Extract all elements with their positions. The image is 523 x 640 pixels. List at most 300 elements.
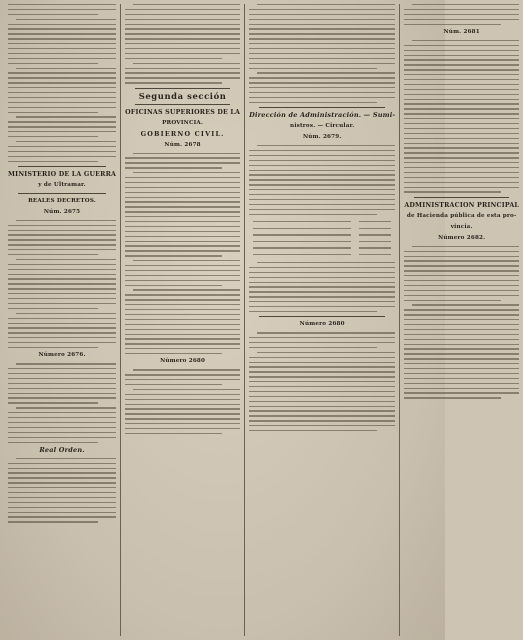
text-line: [249, 174, 395, 175]
text-line: [125, 348, 240, 349]
text-line: [125, 255, 222, 256]
text-line: [249, 415, 395, 416]
text-line: [125, 265, 240, 266]
text-paragraph: [8, 141, 116, 162]
text-line: [257, 332, 395, 333]
text-line: [249, 189, 395, 190]
table-row: [249, 225, 395, 232]
text-line: [404, 9, 519, 10]
text-line: [404, 348, 519, 349]
text-line: [249, 170, 395, 171]
text-line: [257, 145, 395, 146]
text-paragraph: [8, 363, 116, 403]
text-line: [125, 379, 240, 380]
text-line: [133, 4, 240, 5]
divider-rule: [135, 104, 230, 105]
price-table: [249, 218, 395, 258]
text-line: [125, 329, 240, 330]
text-line: [404, 55, 519, 56]
text-line: [249, 14, 395, 15]
text-line: [249, 63, 395, 64]
text-line: [8, 269, 116, 270]
divider-rule: [259, 107, 385, 108]
text-line: [8, 63, 98, 64]
text-line: [249, 430, 377, 431]
section-heading: Número 2680: [160, 358, 206, 365]
text-line: [249, 347, 377, 348]
table-row: [249, 251, 395, 258]
text-line: [359, 234, 391, 235]
text-line: [8, 378, 116, 379]
text-line: [8, 507, 116, 508]
text-paragraph: [249, 332, 395, 348]
text-paragraph: [8, 4, 116, 15]
text-line: [8, 239, 116, 240]
text-paragraph: [404, 4, 519, 25]
text-line: [404, 265, 519, 266]
text-line: [125, 394, 240, 395]
text-line: [125, 294, 240, 295]
text-line: [404, 378, 519, 379]
text-line: [404, 314, 519, 315]
text-line: [8, 43, 116, 44]
text-line: [404, 45, 519, 46]
text-line: [412, 304, 519, 305]
text-line: [8, 393, 116, 394]
text-line: [125, 9, 240, 10]
text-paragraph: [8, 259, 116, 309]
text-line: [249, 381, 395, 382]
text-line: [125, 157, 240, 158]
text-line: [249, 28, 395, 29]
text-line: [249, 97, 395, 98]
text-line: [8, 87, 116, 88]
text-line: [8, 278, 116, 279]
text-line: [404, 59, 519, 60]
text-line: [249, 282, 395, 283]
text-line: [249, 33, 395, 34]
text-line: [8, 327, 116, 328]
text-line: [125, 197, 240, 198]
text-paragraph: [8, 220, 116, 256]
text-line: [249, 214, 377, 215]
text-line: [253, 254, 351, 255]
text-line: [8, 337, 116, 338]
text-line: [125, 280, 240, 281]
text-line: [125, 231, 240, 232]
text-line: [8, 383, 116, 384]
table-cell: [357, 251, 395, 258]
text-line: [404, 256, 519, 257]
text-paragraph: [404, 246, 519, 301]
text-line: [133, 172, 240, 173]
text-line: [125, 245, 240, 246]
text-line: [253, 228, 351, 229]
text-line: [404, 329, 519, 330]
text-paragraph: [125, 369, 240, 385]
table-cell: [249, 232, 357, 239]
section-heading: OFICINAS SUPERIORES DE LA: [125, 108, 241, 116]
text-line: [249, 342, 395, 343]
text-line: [8, 33, 116, 34]
text-line: [125, 33, 240, 34]
text-line: [257, 4, 395, 5]
text-line: [404, 157, 519, 158]
text-line: [253, 221, 351, 222]
text-line: [8, 136, 98, 137]
section-heading: Núm. 2675: [43, 208, 81, 215]
text-line: [249, 53, 395, 54]
text-line: [249, 150, 395, 151]
text-line: [8, 92, 116, 93]
text-line: [125, 314, 240, 315]
section-heading: ADMINISTRACION PRINCIPAL: [404, 201, 520, 209]
text-line: [8, 9, 116, 10]
text-line: [8, 308, 98, 309]
text-line: [404, 339, 519, 340]
text-line: [404, 99, 519, 100]
column-2: [120, 4, 244, 636]
text-line: [249, 362, 395, 363]
text-line: [133, 289, 240, 290]
section-heading: Núm. 2681: [443, 28, 480, 35]
divider-rule: [18, 166, 106, 167]
text-line: [249, 386, 395, 387]
text-line: [249, 396, 395, 397]
text-line: [125, 309, 240, 310]
text-line: [249, 410, 395, 411]
text-line: [249, 102, 377, 103]
text-line: [253, 234, 351, 235]
text-line: [249, 366, 395, 367]
text-line: [125, 334, 240, 335]
text-line: [249, 337, 395, 338]
text-line: [8, 48, 116, 49]
divider-rule: [135, 88, 230, 89]
text-line: [8, 28, 116, 29]
text-line: [8, 151, 116, 152]
text-line: [8, 332, 116, 333]
section-heading: Núm. 2678: [164, 141, 201, 148]
text-line: [8, 82, 116, 83]
text-line: [404, 103, 519, 104]
text-paragraph: [404, 40, 519, 193]
section-heading: Número 2680: [299, 321, 345, 328]
section-heading: nistros. — Circular.: [290, 123, 355, 130]
text-line: [8, 318, 116, 319]
text-paragraph: [125, 172, 240, 256]
text-line: [249, 87, 395, 88]
table-cell: [249, 225, 357, 232]
text-line: [249, 24, 395, 25]
text-line: [8, 437, 116, 438]
text-line: [8, 347, 98, 348]
text-line: [404, 152, 519, 153]
text-line: [8, 225, 116, 226]
text-line: [125, 177, 240, 178]
text-line: [257, 72, 395, 73]
text-line: [8, 427, 116, 428]
text-line: [8, 161, 98, 162]
text-line: [125, 250, 240, 251]
text-paragraph: [8, 458, 116, 523]
text-line: [125, 48, 240, 49]
column-1: [4, 4, 120, 636]
text-line: [359, 241, 391, 242]
text-line: [125, 221, 240, 222]
text-line: [125, 68, 240, 69]
text-line: [249, 43, 395, 44]
section-heading: PROVINCIA.: [162, 119, 204, 126]
section-heading: Número 2676.: [38, 352, 86, 359]
text-line: [125, 423, 240, 424]
text-line: [249, 391, 395, 392]
text-line: [404, 392, 519, 393]
text-line: [8, 112, 98, 113]
divider-rule: [259, 316, 385, 317]
text-line: [249, 425, 395, 426]
text-line: [16, 259, 116, 260]
text-line: [125, 28, 240, 29]
text-line: [257, 262, 395, 263]
text-line: [125, 77, 240, 78]
text-line: [249, 184, 395, 185]
text-line: [253, 247, 351, 248]
text-line: [404, 138, 519, 139]
section-heading: vincia.: [450, 223, 473, 230]
column-4: [399, 4, 523, 636]
text-line: [125, 167, 222, 168]
text-line: [8, 417, 116, 418]
text-line: [8, 156, 116, 157]
text-line: [125, 374, 240, 375]
text-line: [257, 352, 395, 353]
section-heading: Segunda sección: [138, 90, 227, 101]
section-heading: y de Ultramar.: [38, 181, 86, 188]
text-line: [249, 406, 395, 407]
text-line: [404, 309, 519, 310]
text-line: [125, 53, 240, 54]
text-line: [253, 241, 351, 242]
text-line: [16, 313, 116, 314]
text-line: [249, 209, 395, 210]
text-line: [8, 249, 116, 250]
text-line: [125, 428, 240, 429]
text-paragraph: [8, 19, 116, 64]
text-line: [404, 162, 519, 163]
text-paragraph: [249, 262, 395, 312]
text-line: [249, 301, 395, 302]
text-line: [404, 24, 501, 25]
text-line: [404, 191, 501, 192]
table-cell: [357, 232, 395, 239]
text-line: [404, 260, 519, 261]
text-line: [16, 141, 116, 142]
text-line: [404, 324, 519, 325]
table-row: [249, 218, 395, 225]
text-line: [8, 230, 116, 231]
text-line: [249, 165, 395, 166]
text-line: [249, 286, 395, 287]
text-line: [404, 295, 519, 296]
text-line: [249, 204, 395, 205]
text-line: [404, 50, 519, 51]
text-line: [249, 272, 395, 273]
text-line: [249, 194, 395, 195]
text-line: [16, 363, 116, 364]
text-line: [404, 84, 519, 85]
text-line: [8, 422, 116, 423]
text-paragraph: [249, 145, 395, 215]
text-line: [404, 69, 519, 70]
text-line: [8, 72, 116, 73]
text-line: [359, 228, 391, 229]
text-line: [125, 319, 240, 320]
text-line: [125, 270, 240, 271]
text-line: [8, 388, 116, 389]
text-line: [359, 254, 391, 255]
text-line: [404, 388, 519, 389]
table-cell: [249, 245, 357, 252]
text-line: [125, 304, 240, 305]
section-heading: GOBIERNO CIVIL.: [140, 129, 225, 138]
text-line: [125, 201, 240, 202]
text-line: [404, 363, 519, 364]
text-line: [404, 14, 519, 15]
text-line: [16, 116, 116, 117]
text-line: [249, 58, 395, 59]
text-line: [125, 58, 222, 59]
text-line: [249, 401, 395, 402]
text-line: [133, 153, 240, 154]
text-line: [8, 288, 116, 289]
text-line: [404, 358, 519, 359]
text-line: [8, 303, 116, 304]
text-line: [404, 285, 519, 286]
section-heading: Núm. 2679.: [302, 134, 342, 141]
text-line: [125, 343, 240, 344]
text-line: [8, 373, 116, 374]
text-line: [249, 291, 395, 292]
text-line: [404, 353, 519, 354]
text-line: [404, 79, 519, 80]
text-line: [249, 357, 395, 358]
text-line: [125, 404, 240, 405]
text-line: [8, 516, 116, 517]
section-heading: de Hacienda pública de esta pro-: [406, 212, 517, 219]
text-line: [404, 172, 519, 173]
text-line: [133, 389, 240, 390]
text-line: [8, 24, 116, 25]
text-line: [125, 338, 240, 339]
text-line: [8, 468, 116, 469]
table-cell: [249, 218, 357, 225]
text-line: [249, 160, 395, 161]
text-line: [125, 72, 240, 73]
text-line: [359, 247, 391, 248]
text-line: [125, 408, 240, 409]
text-line: [125, 24, 240, 25]
text-line: [249, 9, 395, 10]
text-line: [8, 293, 116, 294]
text-line: [404, 167, 519, 168]
text-line: [8, 397, 116, 398]
text-line: [8, 497, 116, 498]
text-line: [249, 376, 395, 377]
text-line: [8, 521, 98, 522]
text-line: [8, 472, 116, 473]
text-line: [404, 182, 519, 183]
text-line: [125, 226, 240, 227]
text-line: [125, 418, 240, 419]
text-line: [8, 512, 116, 513]
text-line: [8, 274, 116, 275]
text-line: [125, 241, 240, 242]
table-cell: [357, 225, 395, 232]
text-line: [8, 102, 116, 103]
table-row: [249, 245, 395, 252]
text-line: [8, 442, 98, 443]
text-line: [404, 187, 519, 188]
section-heading: Número 2682.: [438, 234, 486, 241]
section-heading: MINISTERIO DE LA GUERRA: [8, 170, 117, 178]
text-line: [249, 179, 395, 180]
table-cell: [249, 238, 357, 245]
text-line: [412, 40, 519, 41]
text-line: [125, 14, 240, 15]
divider-rule: [18, 193, 106, 194]
text-line: [125, 192, 240, 193]
text-line: [404, 275, 519, 276]
text-line: [8, 432, 116, 433]
text-line: [8, 264, 116, 265]
text-line: [125, 187, 240, 188]
text-paragraph: [125, 289, 240, 354]
text-line: [8, 477, 116, 478]
text-line: [412, 246, 519, 247]
text-paragraph: [249, 352, 395, 432]
text-paragraph: [8, 407, 116, 443]
text-line: [8, 492, 116, 493]
text-line: [249, 311, 377, 312]
text-line: [8, 121, 116, 122]
text-line: [8, 107, 116, 108]
text-line: [404, 147, 519, 148]
text-paragraph: [8, 68, 116, 113]
text-line: [8, 97, 116, 98]
text-line: [125, 324, 240, 325]
text-line: [125, 162, 240, 163]
text-line: [249, 420, 395, 421]
text-line: [404, 397, 501, 398]
text-line: [249, 296, 395, 297]
table-row: [249, 232, 395, 239]
table-cell: [357, 238, 395, 245]
text-line: [404, 143, 519, 144]
text-line: [249, 277, 395, 278]
text-line: [249, 155, 395, 156]
text-paragraph: [125, 153, 240, 169]
text-line: [16, 407, 116, 408]
text-line: [8, 146, 116, 147]
text-line: [8, 244, 116, 245]
text-line: [404, 344, 519, 345]
section-heading: REALES DECRETOS.: [28, 197, 97, 204]
text-line: [133, 260, 240, 261]
text-paragraph: [404, 304, 519, 398]
text-line: [125, 413, 240, 414]
text-line: [8, 402, 98, 403]
